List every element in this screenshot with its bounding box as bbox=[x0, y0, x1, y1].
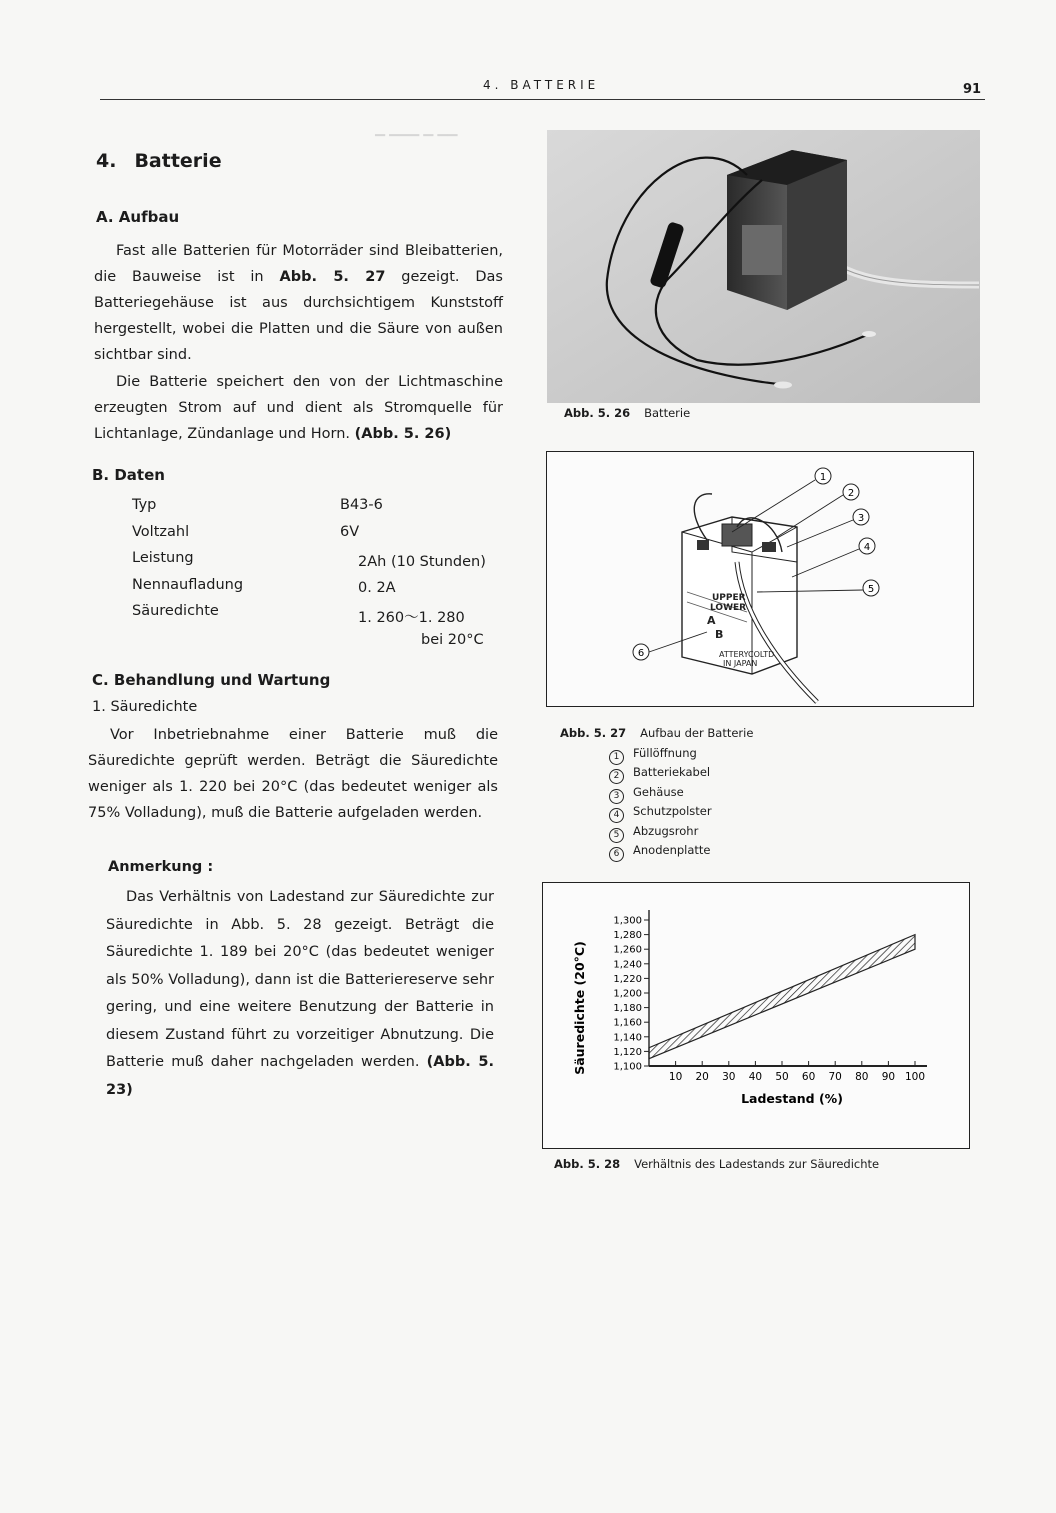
section-heading bbox=[96, 150, 222, 172]
case-text-a: A bbox=[707, 614, 716, 627]
legend-item-1: 1 Füllöffnung bbox=[609, 746, 697, 765]
data-label-voltzahl: Voltzahl bbox=[132, 524, 190, 540]
callout-1: 1 bbox=[819, 472, 827, 483]
y-tick-label: 1,240 bbox=[613, 959, 642, 971]
y-axis-label: Säuredichte (20°C) bbox=[572, 941, 587, 1075]
figure-5-28-caption: Abb. 5. 28 Verhältnis des Ladestands zur Säuredichte bbox=[554, 1157, 880, 1171]
data-label-nennaufladung: Nennaufladung bbox=[132, 577, 244, 593]
data-value-nennaufladung: 0. 2A bbox=[358, 580, 396, 596]
y-tick-label: 1,180 bbox=[613, 1003, 642, 1015]
data-value-typ: B43-6 bbox=[340, 497, 383, 513]
note-paragraph: Das Verhältnis von Ladestand zur Säuredichte zur Säuredichte in Abb. 5. 28 gezeigt. Beträgt die Säuredichte 1. 189 bei 20°C (das bedeutet weniger als 50% Volladung), dann ist die Batteriereserve sehr gering, und eine weitere Benutzung der Batterie in diesem Zustand führt zu vorzeitiger Abnutzung. Die Batterie muß daher nachgeladen werden. (Abb. 5. 23) bbox=[106, 889, 494, 1098]
saeuredichte-paragraph: Vor Inbetriebnahme einer Batterie muß die Säuredichte geprüft werden. Beträgt die Säuredichte weniger als 1. 220 bei 20°C (das bedeutet weniger als 75% Volladung), muß die Batterie aufgeladen werden. bbox=[88, 727, 498, 821]
x-tick-label: 70 bbox=[828, 1071, 842, 1083]
legend-item-5: 5 Abzugsrohr bbox=[609, 824, 698, 843]
data-value-temperature: bei 20°C bbox=[421, 632, 484, 648]
y-tick-label: 1,140 bbox=[613, 1032, 642, 1044]
density-chart bbox=[542, 882, 970, 1149]
case-text-maker: ATTERYCOLTD bbox=[719, 650, 775, 659]
section-number: 4. bbox=[96, 150, 117, 172]
header-rule bbox=[100, 99, 985, 100]
subsection-b-heading: B. Daten bbox=[92, 466, 165, 484]
case-text-upper: UPPER bbox=[712, 593, 746, 603]
callout-2: 2 bbox=[847, 488, 855, 499]
data-label-saeuredichte: Säuredichte bbox=[132, 603, 219, 619]
y-tick-label: 1,300 bbox=[613, 915, 642, 927]
page-number: 91 bbox=[963, 82, 982, 97]
x-tick-label: 60 bbox=[801, 1071, 816, 1083]
legend-item-6: 6 Anodenplatte bbox=[609, 843, 711, 862]
y-tick-label: 1,220 bbox=[613, 973, 642, 985]
y-tick-label: 1,200 bbox=[613, 988, 642, 1000]
data-value-voltzahl: 6V bbox=[340, 524, 360, 540]
x-tick-label: 10 bbox=[668, 1071, 683, 1083]
battery-diagram bbox=[546, 451, 974, 707]
subsection-c-heading: C. Behandlung und Wartung bbox=[92, 671, 331, 689]
case-text-lower: LOWER bbox=[710, 603, 747, 613]
x-tick-label: 80 bbox=[855, 1071, 869, 1083]
figure-5-26-caption: Abb. 5. 26 Batterie bbox=[564, 406, 691, 420]
density-chart-svg bbox=[543, 883, 969, 1148]
data-value-leistung: 2Ah (10 Stunden) bbox=[358, 554, 486, 570]
y-tick-label: 1,120 bbox=[613, 1046, 642, 1058]
x-tick-label: 30 bbox=[722, 1071, 736, 1083]
subsection-a-heading: A. Aufbau bbox=[96, 208, 180, 226]
y-tick-label: 1,100 bbox=[613, 1061, 642, 1073]
running-header: 4. BATTERIE bbox=[483, 78, 600, 92]
case-text-japan: IN JAPAN bbox=[723, 659, 758, 668]
x-axis-label: Ladestand (%) bbox=[741, 1091, 843, 1106]
x-tick-label: 40 bbox=[748, 1071, 763, 1083]
y-tick-label: 1,260 bbox=[613, 944, 642, 956]
subsection-c-1-heading: 1. Säuredichte bbox=[92, 699, 198, 715]
callout-3: 3 bbox=[857, 513, 865, 524]
aufbau-paragraph-2: Die Batterie speichert den von der Lichtmaschine erzeugten Strom auf und dient als Stromquelle für Lichtanlage, Zündanlage und Horn. (Abb. 5. 26) bbox=[94, 374, 503, 442]
battery-photo-drawing bbox=[547, 130, 980, 403]
legend-item-4: 4 Schutzpolster bbox=[609, 804, 712, 823]
legend-item-2: 2 Batteriekabel bbox=[609, 765, 710, 784]
data-label-typ: Typ bbox=[132, 497, 157, 513]
x-tick-label: 100 bbox=[904, 1071, 926, 1083]
case-text-b: B bbox=[715, 628, 724, 641]
section-title: Batterie bbox=[134, 150, 222, 172]
callout-6: 6 bbox=[637, 648, 645, 659]
battery-diagram-drawing bbox=[547, 452, 973, 706]
aufbau-paragraph-1: Fast alle Batterien für Motorräder sind Bleibatterien, die Bauweise ist in Abb. 5. 27 gezeigt. Das Batteriegehäuse ist aus durchsichtigem Kunststoff hergestellt, wobei die Platten und die Säure von außen sichtbar sind. bbox=[94, 243, 503, 363]
note-heading: Anmerkung : bbox=[108, 859, 214, 875]
battery-photo bbox=[547, 130, 980, 403]
callout-5: 5 bbox=[867, 584, 875, 595]
data-label-leistung: Leistung bbox=[132, 550, 194, 566]
legend-item-3: 3 Gehäuse bbox=[609, 785, 684, 804]
y-tick-label: 1,160 bbox=[613, 1017, 642, 1029]
callout-4: 4 bbox=[863, 542, 871, 553]
y-tick-label: 1,280 bbox=[613, 930, 642, 942]
bleed-through-text: ▁ ▁▁▁ ▁ ▁▁ bbox=[375, 122, 458, 137]
x-tick-label: 90 bbox=[881, 1071, 896, 1083]
x-tick-label: 20 bbox=[695, 1071, 709, 1083]
density-band bbox=[649, 935, 915, 1059]
data-value-saeuredichte: 1. 260～1. 280 bbox=[358, 610, 465, 626]
x-tick-label: 50 bbox=[775, 1071, 789, 1083]
figure-5-27-caption: Abb. 5. 27 Aufbau der Batterie bbox=[560, 726, 754, 740]
